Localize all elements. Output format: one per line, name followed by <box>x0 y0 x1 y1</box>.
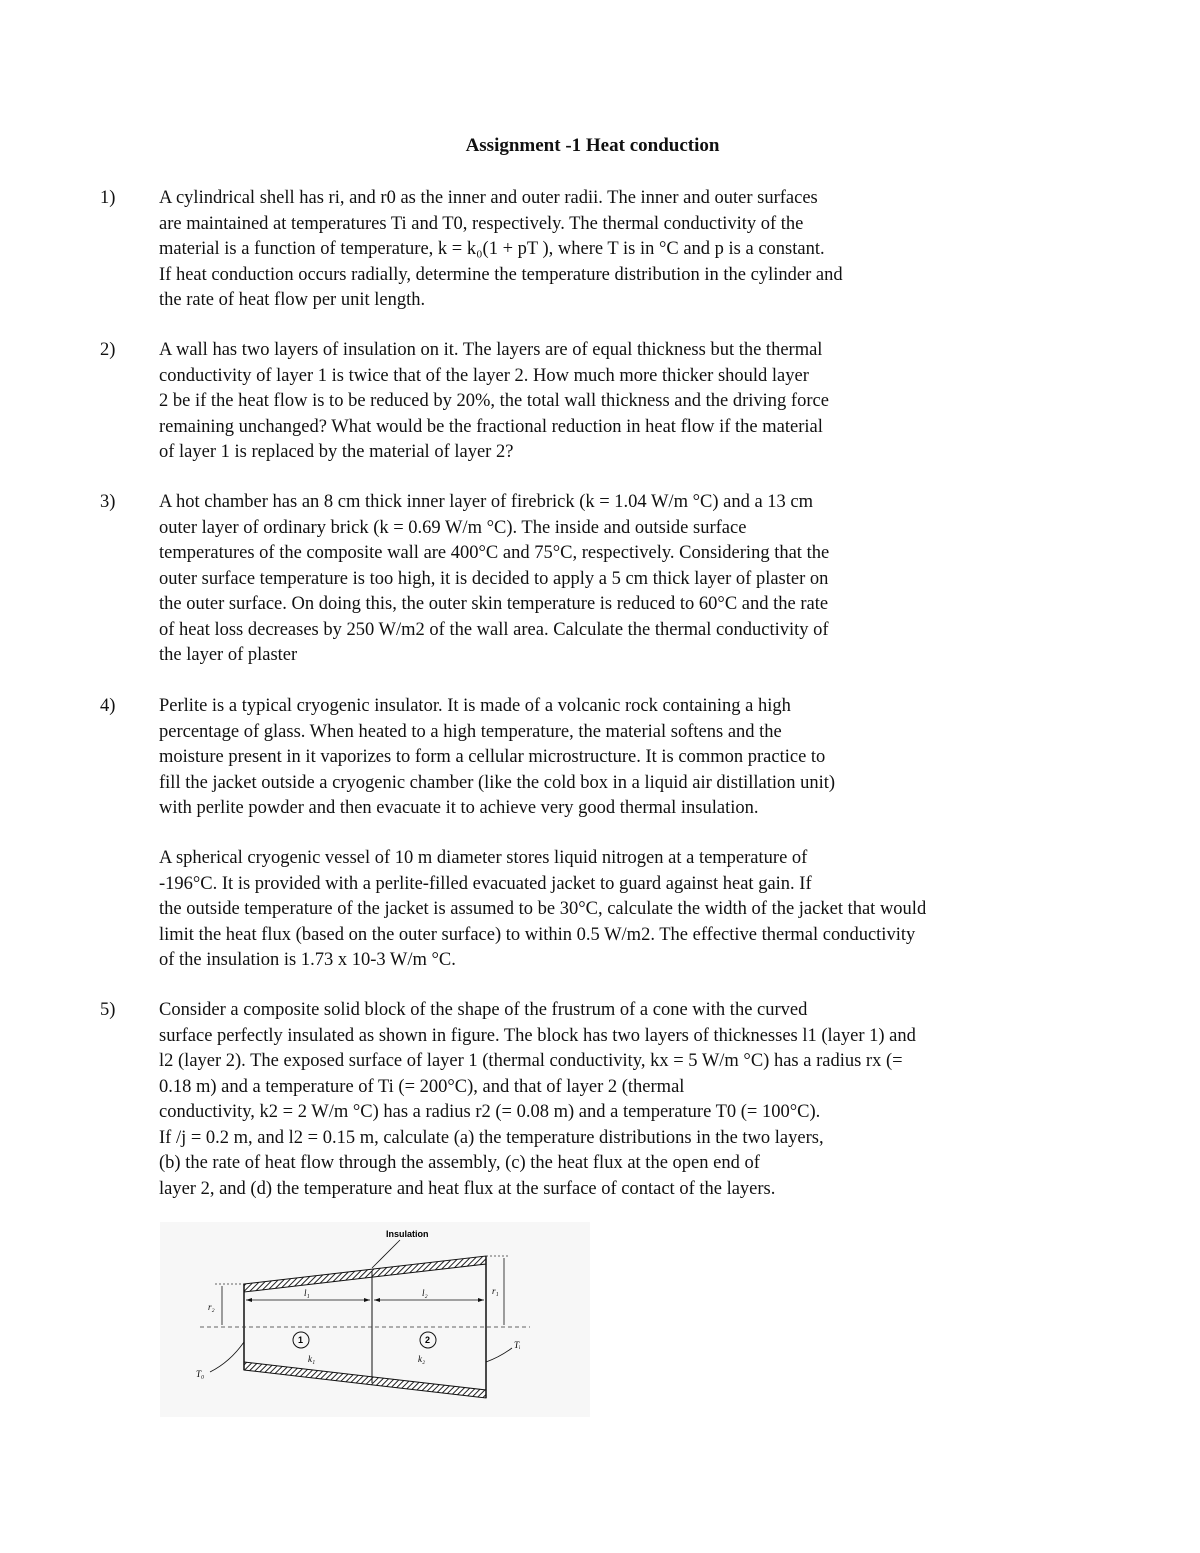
text-line: of the insulation is 1.73 x 10-3 W/m °C. <box>159 950 456 970</box>
frustum-diagram <box>160 1222 590 1417</box>
problem-number: 4) <box>100 696 116 716</box>
problem-number: 2) <box>100 340 116 360</box>
text-line: A cylindrical shell has ri, and r0 as the inner and outer radii. The inner and outer surfaces <box>159 188 818 208</box>
text-line: A hot chamber has an 8 cm thick inner layer of firebrick (k = 1.04 W/m °C) and a 13 cm <box>159 492 814 512</box>
text-line: the outside temperature of the jacket is assumed to be 30°C, calculate the width of the jacket that would <box>159 899 927 919</box>
text-line: temperatures of the composite wall are 400°C and 75°C, respectively. Considering that the <box>159 543 830 563</box>
text-line: conductivity of layer 1 is twice that of the layer 2. How much more thicker should layer <box>159 365 809 386</box>
text-line: with perlite powder and then evacuate it to achieve very good thermal insulation. <box>159 798 759 818</box>
r2-label: r₂ <box>208 1302 215 1312</box>
problem-paragraph <box>159 998 916 1202</box>
problem-paragraph <box>159 338 829 466</box>
problem-paragraph <box>159 186 843 314</box>
text-line: percentage of glass. When heated to a high temperature, the material softens and the <box>159 721 782 742</box>
text-line: Perlite is a typical cryogenic insulator. It is made of a volcanic rock containing a high <box>159 696 791 716</box>
text-line: limit the heat flux (based on the outer surface) to within 0.5 W/m2. The effective thermal conductivity <box>159 924 916 945</box>
problem-paragraph <box>159 846 926 974</box>
text-line: the layer of plaster <box>159 645 298 665</box>
text-line: -196°C. It is provided with a perlite-filled evacuated jacket to guard against heat gain. If <box>159 873 812 894</box>
text-line: 0.18 m) and a temperature of Ti (= 200°C), and that of layer 2 (thermal <box>159 1076 685 1097</box>
text-line: material is a function of temperature, k = k₀(1 + pT ), where T is in °C and p is a constant. <box>159 239 825 259</box>
layer1-marker: 1 <box>298 1335 304 1345</box>
problem-number: 1) <box>100 188 116 208</box>
text-line: moisture present in it vaporizes to form a cellular microstructure. It is common practice to <box>159 747 826 767</box>
frustum-figure <box>160 1222 590 1417</box>
text-line: surface perfectly insulated as shown in figure. The block has two layers of thicknesses l1 (layer 1) and <box>159 1025 916 1046</box>
text-line: of heat loss decreases by 250 W/m2 of the wall area. Calculate the thermal conductivity of <box>159 619 829 640</box>
text-line: A wall has two layers of insulation on it. The layers are of equal thickness but the thermal <box>159 340 823 360</box>
text-line: the rate of heat flow per unit length. <box>159 290 426 310</box>
text-line: fill the jacket outside a cryogenic chamber (like the cold box in a liquid air distillation unit) <box>159 772 836 793</box>
assignment-title: Assignment -1 Heat conduction <box>465 135 720 156</box>
figure-background <box>160 1222 590 1417</box>
l1-label: l₁ <box>304 1288 310 1298</box>
text-line: (b) the rate of heat flow through the assembly, (c) the heat flux at the open end of <box>159 1153 760 1173</box>
text-line: outer layer of ordinary brick (k = 0.69 W/m °C). The inside and outside surface <box>159 517 747 538</box>
text-line: the outer surface. On doing this, the outer skin temperature is reduced to 60°C and the rate <box>159 594 829 614</box>
problem-number: 5) <box>100 1000 116 1020</box>
problem-paragraph <box>159 694 835 822</box>
t0-label: T₀ <box>196 1369 205 1379</box>
text-line: 2 be if the heat flow is to be reduced by 20%, the total wall thickness and the driving force <box>159 391 829 411</box>
k1-label: k₁ <box>308 1354 316 1364</box>
insulation-label: Insulation <box>386 1229 429 1239</box>
text-line: If /j = 0.2 m, and l2 = 0.15 m, calculate (a) the temperature distributions in the two layers, <box>159 1127 824 1148</box>
problem-paragraph <box>159 490 829 669</box>
l2-label: l₂ <box>422 1288 428 1298</box>
text-line: A spherical cryogenic vessel of 10 m diameter stores liquid nitrogen at a temperature of <box>159 848 808 868</box>
text-line: conductivity, k2 = 2 W/m °C) has a radius r2 (= 0.08 m) and a temperature T0 (= 100°C). <box>159 1102 821 1122</box>
problem-number: 3) <box>100 492 116 512</box>
text-line: l2 (layer 2). The exposed surface of layer 1 (thermal conductivity, kx = 5 W/m °C) has a radius rx (= <box>159 1051 903 1071</box>
text-line: If heat conduction occurs radially, determine the temperature distribution in the cylinder and <box>159 264 843 285</box>
text-line: of layer 1 is replaced by the material of layer 2? <box>159 442 514 462</box>
text-line: remaining unchanged? What would be the fractional reduction in heat flow if the material <box>159 416 823 437</box>
layer2-marker: 2 <box>425 1335 431 1345</box>
text-line: Consider a composite solid block of the shape of the frustrum of a cone with the curved <box>159 1000 808 1020</box>
text-line: outer surface temperature is too high, it is decided to apply a 5 cm thick layer of plaster on <box>159 568 829 589</box>
r1-label: r₁ <box>492 1286 499 1296</box>
ti-label: Tᵢ <box>514 1340 521 1350</box>
text-line: are maintained at temperatures Ti and T0, respectively. The thermal conductivity of the <box>159 213 804 234</box>
k2-label: k₂ <box>418 1354 426 1364</box>
text-line: layer 2, and (d) the temperature and heat flux at the surface of contact of the layers. <box>159 1178 776 1199</box>
